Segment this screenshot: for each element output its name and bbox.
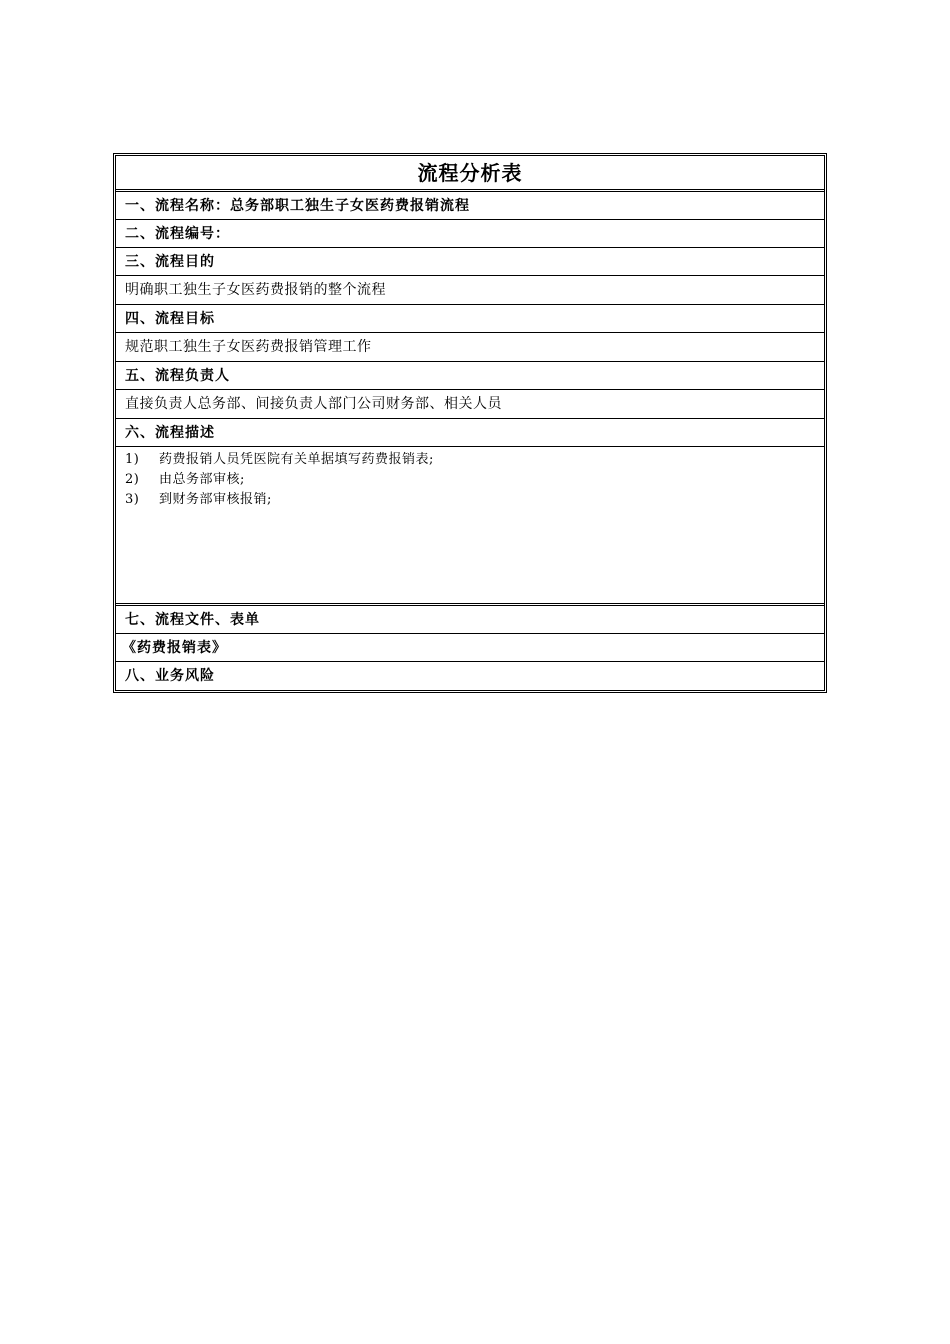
risk-heading: 八、业务风险: [125, 668, 215, 684]
step-number: 2): [125, 472, 140, 487]
process-analysis-table: [113, 153, 827, 693]
step-text: 药费报销人员凭医院有关单据填写药费报销表;: [159, 452, 434, 467]
step-item: [125, 490, 272, 510]
step-number: 3): [125, 492, 140, 507]
step-item: [125, 470, 245, 490]
purpose-text: 明确职工独生子女医药费报销的整个流程: [116, 276, 824, 305]
process-steps: [116, 447, 824, 606]
process-name-heading: 一、流程名称：总务部职工独生子女医药费报销流程: [116, 192, 824, 220]
purpose-heading: 三、流程目的: [116, 248, 824, 276]
step-number: 1): [125, 452, 140, 467]
step-item: [125, 450, 434, 470]
documents-heading: 七、流程文件、表单: [116, 606, 824, 634]
goal-heading: 四、流程目标: [116, 305, 824, 333]
table-title: 流程分析表: [116, 156, 824, 192]
process-number-heading: 二、流程编号：: [116, 220, 824, 248]
goal-text: 规范职工独生子女医药费报销管理工作: [116, 333, 824, 362]
description-heading: 六、流程描述: [116, 419, 824, 447]
owner-heading: 五、流程负责人: [116, 362, 824, 390]
step-text: 由总务部审核;: [159, 472, 245, 487]
owner-text: 直接负责人总务部、间接负责人部门公司财务部、相关人员: [116, 390, 824, 419]
documents-text: 《药费报销表》: [116, 634, 824, 662]
step-text: 到财务部审核报销;: [159, 492, 272, 507]
